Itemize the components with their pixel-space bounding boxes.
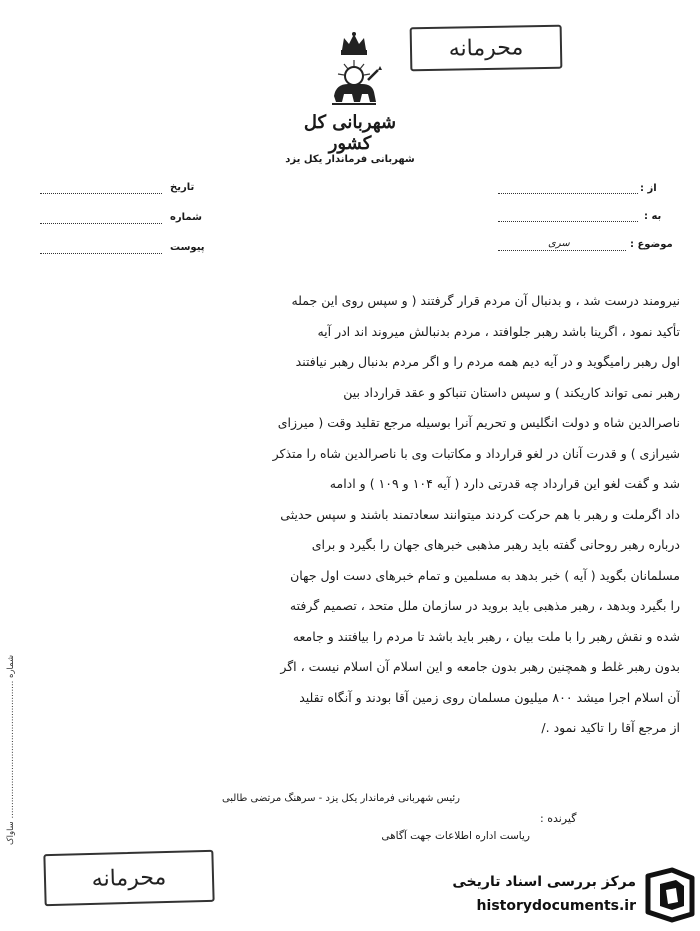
date-field-line (40, 193, 162, 194)
from-field-line (498, 193, 638, 194)
body-line: شد و گفت لغو این قرارداد چه قدرتی دارد ( آیه ۱۰۴ و ۱۰۹ ) و ادامه (329, 476, 680, 491)
body-line: را بگیرد وبدهد ، رهبر مذهبی باید بروید در سازمان ملل متحد ، تصمیم گرفته (289, 598, 680, 613)
watermark-url: historydocuments.ir (476, 898, 636, 914)
lion-and-sun-emblem-icon (322, 30, 386, 110)
to-label: به : (644, 211, 662, 222)
body-line: شده و نقش رهبر را با ملت بیان ، رهبر باید باشد تا مردم را بیافتند و جامعه (292, 628, 680, 644)
body-line: تأکید نمود ، اگرینا باشد رهبر جلوافتد ، مردم بدنبالش میروند اند ادر آیه (317, 323, 680, 339)
archive-watermark (410, 866, 700, 926)
attachment-label: پیوست (170, 242, 205, 253)
body-line: از مرجع آقا را تاکید نمود ./ (541, 720, 680, 735)
subject-label: موضوع : (630, 239, 673, 250)
subject-value: سری (548, 238, 570, 249)
date-label: تاریخ (170, 182, 195, 193)
body-line: آن اسلام اجرا میشد ۸۰۰ میلیون مسلمان روی زمین آقا بودند و آنگاه تقلید (299, 689, 680, 705)
confidential-stamp-bottom: محرمانه (43, 850, 214, 906)
body-line: ناصرالدین شاه و دولت انگلیس و تحریم آنرا بوسیله مرجع تقلید وقت ( میرزای (277, 415, 680, 430)
subject-field-line (498, 250, 626, 251)
watermark-title: مرکز بررسی اسناد تاریخی (452, 874, 636, 890)
body-line: مسلمانان بگوید ( آیه ) خبر بدهد به مسلمین و تمام خبرهای دست اول جهان (290, 567, 680, 583)
body-line: درباره رهبر روحانی گفته باید رهبر مذهبی خبرهای جهان را بگیرد و برای (311, 537, 680, 552)
margin-note: شماره ................................................... ساواک (6, 655, 16, 846)
body-line: داد اگرملت و رهبر با هم حرکت کردند میتوانند سعادتمند باشند و سپس حدیثی (280, 506, 680, 522)
confidential-stamp-top: محرمانه (410, 25, 563, 72)
number-field-line (40, 223, 162, 224)
body-line: اول رهبر رامیگوید و در آیه دیم همه مردم را و اگر مردم بدنبال رهبر نیافتند (295, 354, 680, 369)
org-subtitle: شهربانی فرماندار یکل یزد (285, 154, 415, 165)
letter-body (160, 286, 680, 744)
recipient-line: ریاست اداره اطلاعات جهت آگاهی (381, 830, 530, 842)
body-line: بدون رهبر غلط و همچنین رهبر بدون جامعه و این اسلام آن اسلام نیست ، اگر (280, 659, 680, 674)
body-line: رهبر نمی تواند کاریکند ) و سپس داستان تنباکو و عقد قرارداد بین (343, 384, 680, 400)
to-field-line (498, 221, 638, 222)
body-line: شیرازی ) و قدرت آنان در لغو قرارداد و مکاتبات وی با ناصرالدین شاه را متذکر (272, 445, 680, 461)
signature-line: رئیس شهربانی فرماندار یکل یزد - سرهنگ مرتضی طالبی (221, 793, 460, 804)
from-label: از : (640, 183, 657, 194)
archive-logo-icon (642, 866, 698, 924)
body-line: نیرومند درست شد ، و بدنبال آن مردم قرار گرفتند ( و سپس روی این جمله (291, 293, 680, 308)
recipient-label: گیرنده : (540, 812, 577, 825)
org-title: شهربانی کل کشور (303, 112, 397, 154)
attachment-field-line (40, 253, 162, 254)
number-label: شماره (170, 212, 202, 223)
